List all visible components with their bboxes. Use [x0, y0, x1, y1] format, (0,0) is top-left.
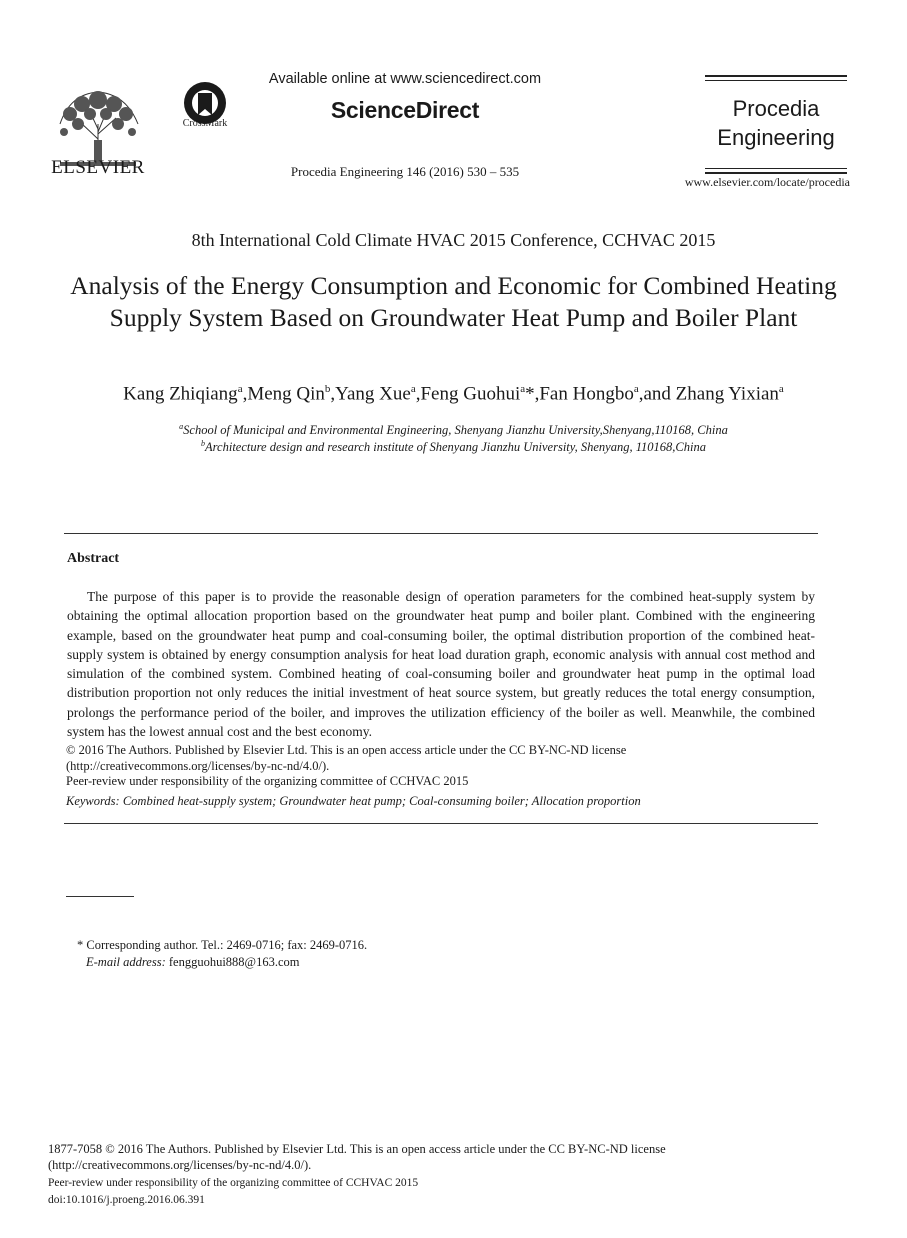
copyright-line: © 2016 The Authors. Published by Elsevier Ltd. This is an open access article under the CC BY-NC-ND license [66, 743, 627, 757]
author-name: Kang Zhiqiang [123, 383, 238, 405]
sciencedirect-logo[interactable]: ScienceDirect [330, 97, 480, 123]
footer-peer-review: Peer-review under responsibility of the organizing committee of CCHVAC 2015 [48, 1177, 419, 1189]
crossmark-label: CrossMark [182, 118, 228, 129]
journal-name-line2: Engineering [717, 125, 835, 150]
corresponding-author-note: * Corresponding author. Tel.: 2469-0716; fax: 2469-0716. [77, 938, 368, 952]
journal-name [705, 94, 847, 152]
footnote-divider [66, 896, 134, 897]
author-affiliation-marker: a [778, 383, 784, 395]
footer-doi[interactable]: doi:10.1016/j.proeng.2016.06.391 [48, 1194, 205, 1206]
journal-name-line1: Procedia [732, 96, 820, 121]
author-affiliation-marker: b [324, 383, 331, 395]
author-affiliation-marker: a [633, 383, 639, 395]
author-name: Feng Guohui [420, 383, 521, 405]
author-affiliation-marker: a [410, 383, 416, 395]
author-affiliation-marker: a [520, 383, 526, 395]
corresponding-author-mark: * [525, 383, 535, 405]
email-line [86, 955, 299, 970]
author-affiliation-marker: a [237, 383, 243, 395]
author-separator: , [330, 383, 336, 405]
email-label: E-mail address: [86, 955, 166, 969]
journal-rule-bottom [705, 168, 847, 169]
license-link[interactable]: (http://creativecommons.org/licenses/by-nc-nd/4.0/). [66, 759, 330, 773]
author-separator: , [534, 383, 540, 405]
affiliation-b-marker: b [201, 439, 206, 448]
keywords: Keywords: Combined heat-supply system; Groundwater heat pump; Coal-consuming boiler; Allocation proportion [66, 794, 641, 808]
journal-url[interactable]: www.elsevier.com/locate/procedia [684, 175, 850, 189]
journal-rule-bottom-thick [705, 172, 847, 174]
author-separator: , [242, 383, 248, 405]
author-separator: , [415, 383, 421, 405]
abstract-bottom-divider [64, 823, 818, 824]
paper-title: Analysis of the Energy Consumption and Economic for Combined Heating Supply System Based on Groundwater Heat Pump and Boiler Plant [70, 271, 837, 332]
author-list [40, 383, 867, 405]
affiliation-a [60, 422, 847, 438]
abstract-heading: Abstract [67, 551, 120, 566]
abstract-top-divider [64, 533, 818, 534]
footer-issn-line: 1877-7058 © 2016 The Authors. Published by Elsevier Ltd. This is an open access article under the CC BY-NC-ND license [48, 1142, 666, 1156]
peer-review-line: Peer-review under responsibility of the organizing committee of CCHVAC 2015 [66, 774, 469, 788]
journal-rule-top-thin [705, 80, 847, 81]
affiliation-a-text: School of Municipal and Environmental Engineering, Shenyang Jianzhu University,Shenyang,110168, China [183, 423, 728, 438]
affiliation-b-text: Architecture design and research institute of Shenyang Jianzhu University, Shenyang, 110168,China [205, 440, 706, 455]
journal-rule-top [705, 75, 847, 77]
publisher-name: ELSEVIER [51, 157, 145, 178]
affiliation-a-marker: a [179, 422, 184, 431]
conference-name: 8th International Cold Climate HVAC 2015 Conference, CCHVAC 2015 [191, 230, 716, 250]
affiliation-b [60, 439, 847, 455]
footer-license-link[interactable]: (http://creativecommons.org/licenses/by-nc-nd/4.0/). [48, 1158, 312, 1172]
author-name: and Zhang Yixian [643, 383, 779, 405]
journal-citation: Procedia Engineering 146 (2016) 530 – 535 [290, 164, 520, 179]
author-name: Meng Qin [247, 383, 325, 405]
email-address[interactable]: fengguohui888@163.com [168, 955, 300, 969]
available-online-text: Available online at www.sciencedirect.com [268, 71, 542, 87]
author-name: Fan Hongbo [539, 383, 634, 405]
abstract-body: The purpose of this paper is to provide the reasonable design of operation parameters for the combined heat-supply system by obtaining the optimal allocation proportion based on the groundwater heat pump and boiler plant. Combined with the engineering example, based on the groundwater heat pump and coal-consuming boiler, the optimal distribution proportion of the combined heat-supply system is obtained by energy consumption analysis for heat load duration graph, economic analysis with annual cost method and simulation of the combined system. Combined heating of coal-consuming boiler and groundwater heat pump in the optimal load distribution proportion not only reduces the initial investment of heat source system, but greatly reduces the total energy consumption, prolongs the performance period of the boiler, and improves the utilization efficiency of the boiler as well. Meanwhile, the combined system has the lowest annual cost and the best economy. [67, 589, 815, 740]
author-name: Yang Xue [335, 383, 411, 405]
author-separator: , [638, 383, 644, 405]
